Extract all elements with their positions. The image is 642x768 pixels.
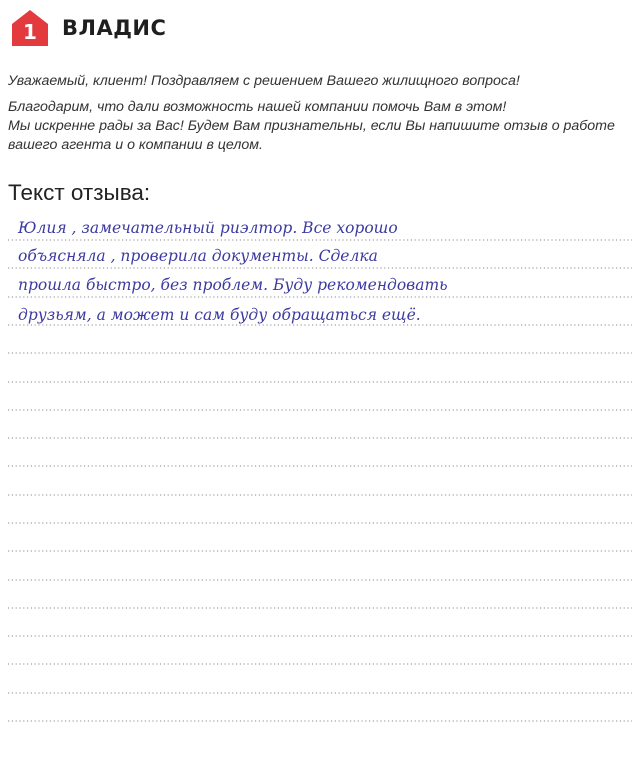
handwritten-line-3: прошла быстро, без проблем. Буду рекомендовать	[18, 276, 448, 294]
handwritten-line-2: объясняла , проверила документы. Сделка	[18, 247, 378, 265]
handwritten-line-4: друзьям, а может и сам буду обращаться ещё.	[18, 306, 421, 324]
brand-name: ВЛАДИС	[62, 16, 167, 40]
intro-line-2: Мы искренне рады за Вас! Будем Вам признательны, если Вы напишите отзыв о работе	[8, 118, 615, 134]
handwritten-line-1: Юлия , замечательный риэлтор. Все хорошо	[18, 219, 398, 237]
intro-line-3: вашего агента и о компании в целом.	[8, 137, 263, 153]
greeting-line: Уважаемый, клиент! Поздравляем с решением Вашего жилищного вопроса!	[8, 73, 520, 89]
review-title: Текст отзыва:	[8, 180, 151, 205]
logo-glyph: 1	[23, 20, 37, 44]
intro-line-1: Благодарим, что дали возможность нашей компании помочь Вам в этом!	[8, 99, 507, 115]
